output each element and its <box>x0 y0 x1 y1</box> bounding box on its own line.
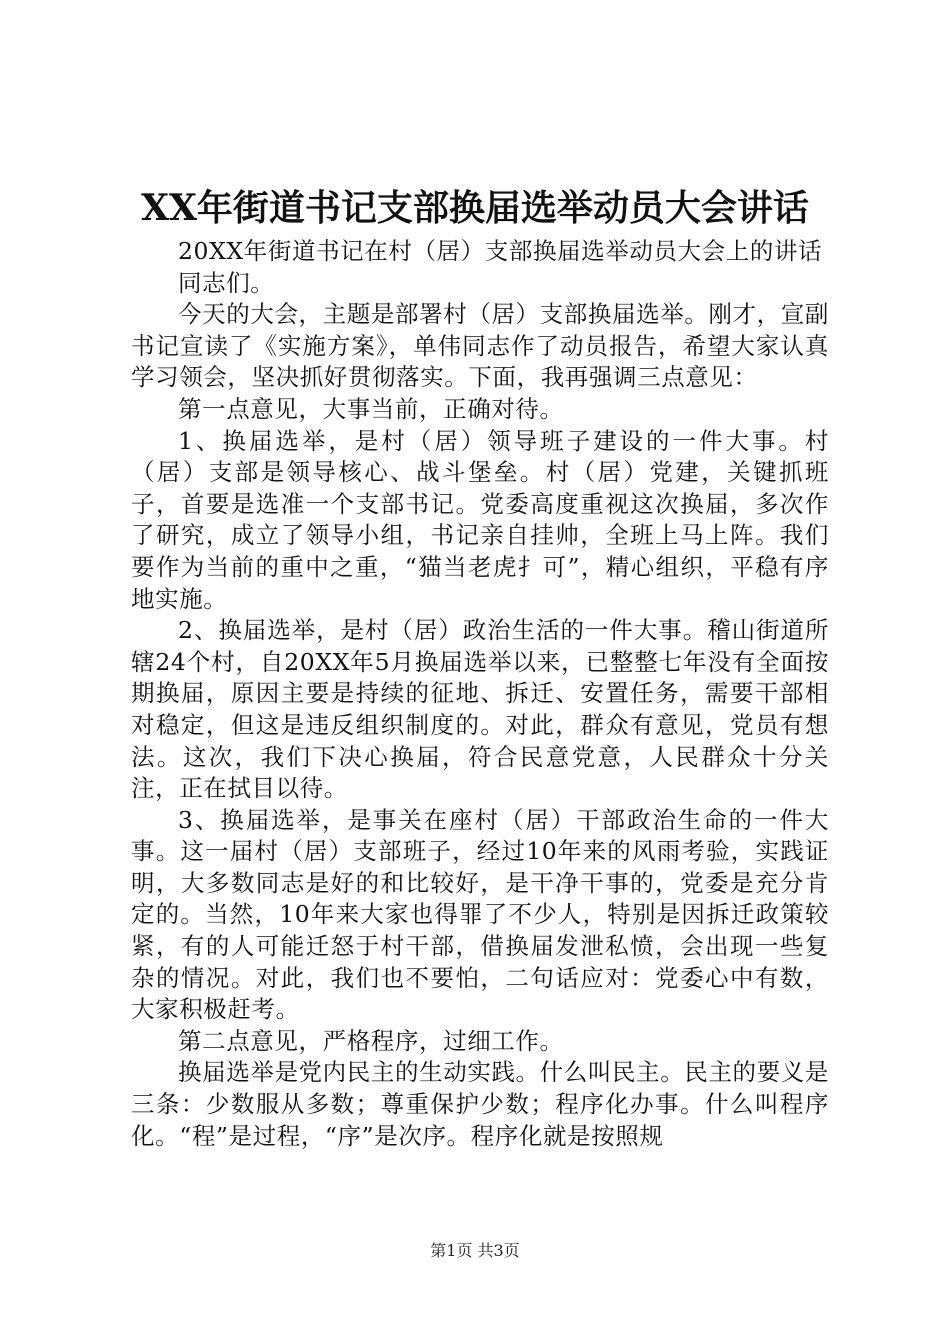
paragraph-point-one-heading: 第一点意见，大事当前，正确对待。 <box>178 394 564 423</box>
paragraph-point-one-item-3: 3、换届选举，是事关在座村（居）干部政治生命的一件大事。这一届村（居）支部班子，经过10年来的风雨考验，实践证明，大多数同志是好的和比较好，是干净干事的，党委是充分肯定的。当然，10年来大家也得罪了不少人，特别是因拆迁政策较紧，有的人可能迁怒于村干部，借换届发泄私愤，会出现一些复杂的情况。对此，我们也不要怕，二句话应对：党委心中有数，大家积极赶考。 <box>131 805 829 1024</box>
document-title: XX年街道书记支部换届选举动员大会讲话 <box>141 187 809 229</box>
paragraph-salutation: 同志们。 <box>178 268 275 297</box>
paragraph-opening: 今天的大会，主题是部署村（居）支部换届选举。刚才，宣副书记宣读了《实施方案》，单伟同志作了动员报告，希望大家认真学习领会，坚决抓好贯彻落实。下面，我再强调三点意见： <box>131 300 829 392</box>
paragraph-point-two-body: 换届选举是党内民主的生动实践。什么叫民主。民主的要义是三条：少数服从多数；尊重保护少数；程序化办事。什么叫程序化。“程”是过程，“序”是次序。程序化就是按照规 <box>131 1058 829 1150</box>
paragraph-intro-heading: 20XX年街道书记在村（居）支部换届选举动员大会上的讲话 <box>178 237 823 265</box>
paragraph-point-one-item-1: 1、换届选举，是村（居）领导班子建设的一件大事。村（居）支部是领导核心、战斗堡垒。村（居）党建，关键抓班子，首要是选准一个支部书记。党委高度重视这次换届，多次作了研究，成立了领导小组，书记亲自挂帅，全班上马上阵。我们要作为当前的重中之重，“猫当老虎扌可”，精心组织，平稳有序地实施。 <box>131 426 829 613</box>
paragraph-point-one-item-2: 2、换届选举，是村（居）政治生活的一件大事。稽山街道所辖24个村，自20XX年5月换届选举以来，已整整七年没有全面按期换届，原因主要是持续的征地、拆迁、安置任务，需要干部相对稳定，但这是违反组织制度的。对此，群众有意见，党员有想法。这次，我们下决心换届，符合民意党意，人民群众十分关注，正在拭目以待。 <box>131 616 829 803</box>
document-body <box>131 236 829 1152</box>
page-footer: 第1页 共3页 <box>430 1241 520 1260</box>
paragraph-point-two-heading: 第二点意见，严格程序，过细工作。 <box>178 1026 564 1055</box>
